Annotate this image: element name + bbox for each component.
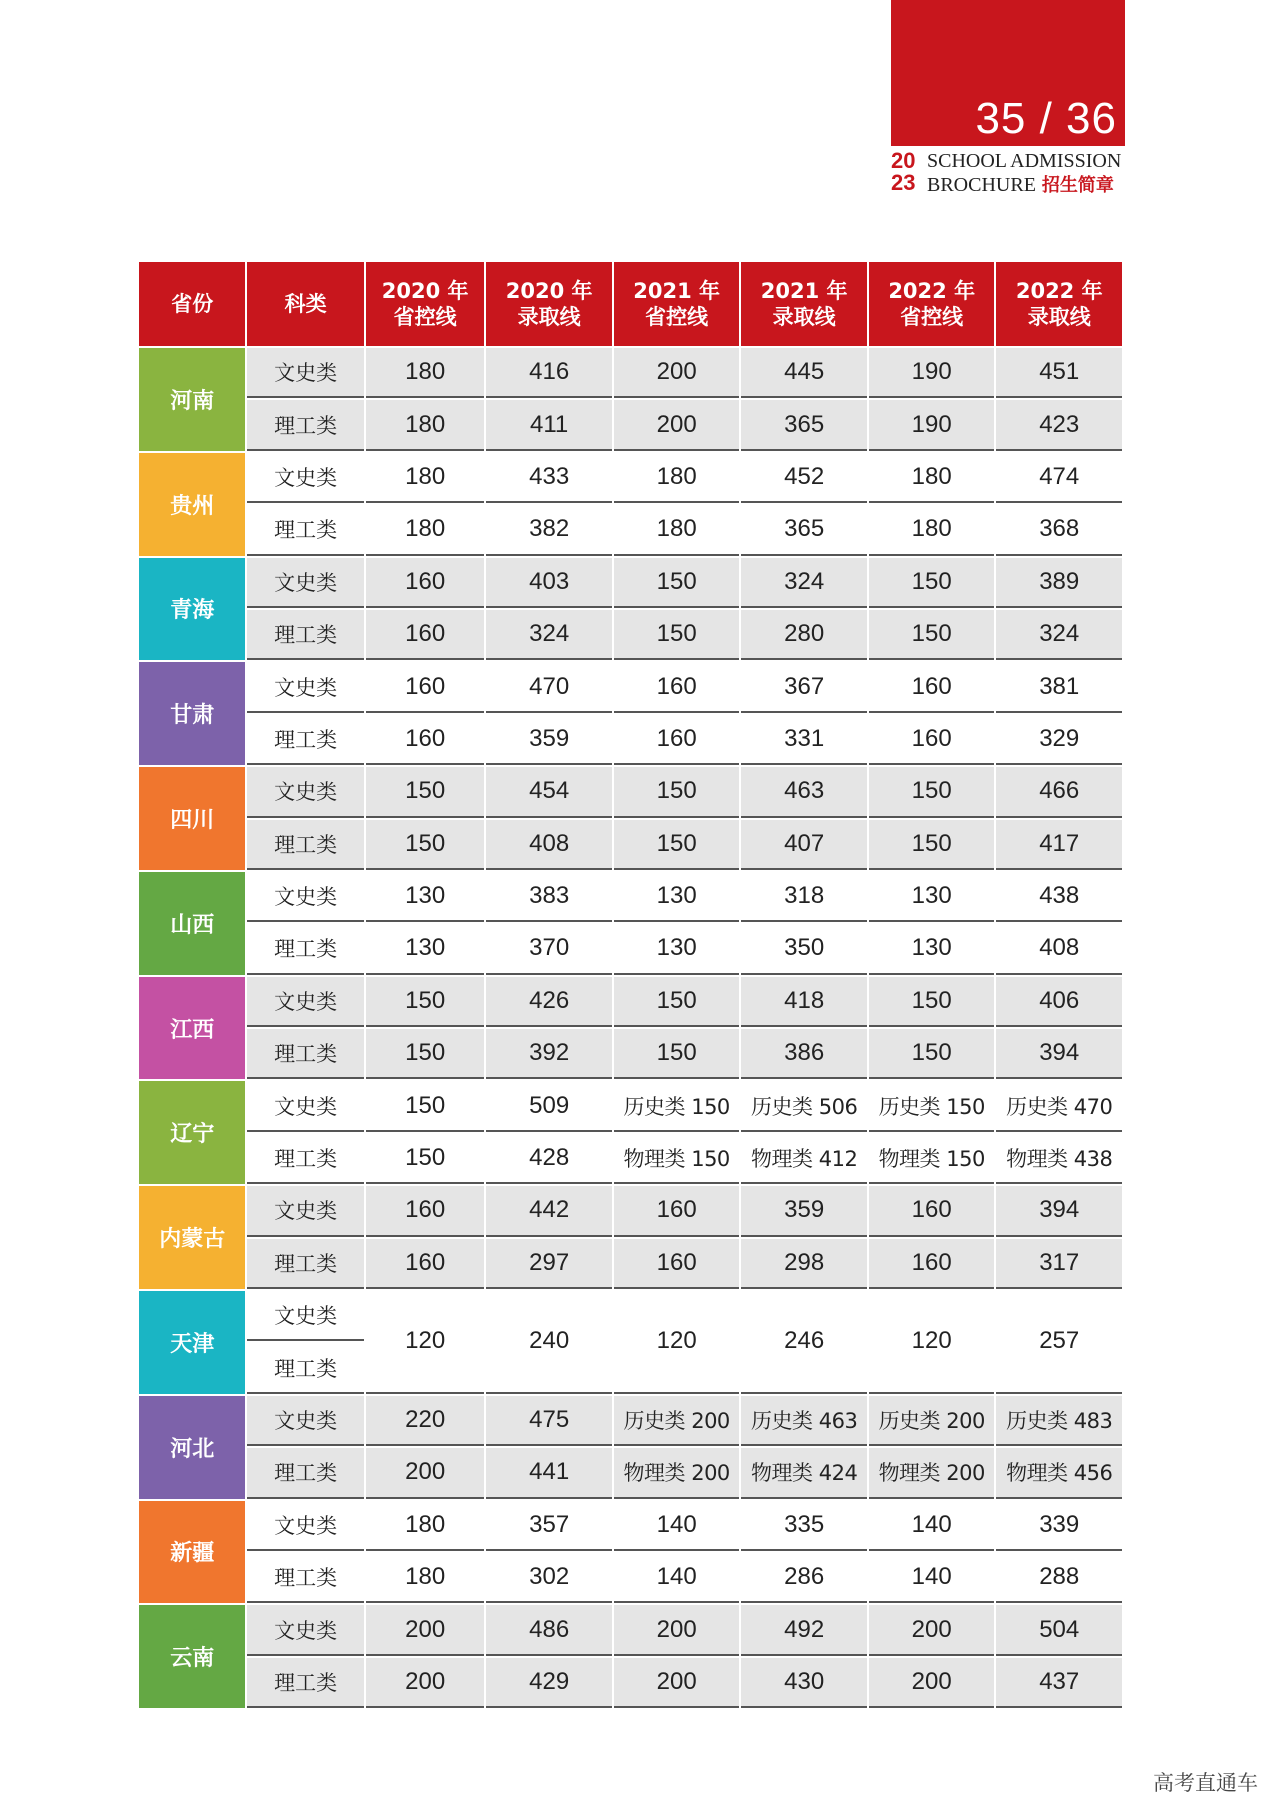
score-cell: 150 — [614, 558, 740, 608]
score-cell: 160 — [869, 662, 995, 712]
score-cell: 441 — [486, 1448, 612, 1498]
score-cell: 426 — [486, 977, 612, 1027]
score-cell: 150 — [366, 1081, 484, 1131]
score-cell: 408 — [996, 924, 1122, 974]
score-cell: 160 — [614, 1186, 740, 1236]
score-cell: 160 — [614, 662, 740, 712]
subject-type-cell: 文史类 — [247, 1186, 363, 1236]
score-cell: 150 — [366, 1029, 484, 1079]
score-cell: 454 — [486, 767, 612, 817]
score-cell: 200 — [366, 1605, 484, 1655]
province-cell: 四川 — [139, 767, 245, 870]
score-cell: 历史类 506 — [741, 1081, 867, 1131]
score-cell: 324 — [996, 610, 1122, 660]
subject-type-cell: 文史类 — [247, 1396, 363, 1446]
score-cell: 298 — [741, 1239, 867, 1289]
score-cell: 130 — [869, 872, 995, 922]
score-cell: 200 — [366, 1658, 484, 1708]
subject-type-cell: 理工类 — [247, 1239, 363, 1289]
subject-type-cell: 理工类 — [247, 924, 363, 974]
score-cell: 160 — [366, 558, 484, 608]
score-cell: 430 — [741, 1658, 867, 1708]
score-cell: 331 — [741, 715, 867, 765]
table-row — [139, 1186, 1122, 1236]
column-header-line: 省控线 — [645, 305, 709, 329]
brochure-year-line2: 23 — [891, 170, 916, 195]
subject-type-cell: 理工类 — [247, 1448, 363, 1498]
score-cell: 329 — [996, 715, 1122, 765]
score-cell: 438 — [996, 872, 1122, 922]
score-cell: 359 — [741, 1186, 867, 1236]
score-cell: 240 — [486, 1291, 612, 1394]
score-cell: 150 — [869, 610, 995, 660]
score-cell: 180 — [366, 400, 484, 450]
subject-type-cell: 理工类 — [247, 1343, 363, 1393]
table-row — [139, 1448, 1122, 1498]
score-cell: 383 — [486, 872, 612, 922]
score-cell: 130 — [614, 924, 740, 974]
table-row — [139, 1501, 1122, 1551]
subject-type-cell: 文史类 — [247, 1291, 363, 1341]
table-body — [139, 348, 1122, 1708]
score-cell: 历史类 483 — [996, 1396, 1122, 1446]
score-cell: 324 — [486, 610, 612, 660]
score-cell: 492 — [741, 1605, 867, 1655]
score-cell: 150 — [869, 767, 995, 817]
table-row — [139, 400, 1122, 450]
province-cell: 河北 — [139, 1396, 245, 1499]
subject-type-cell: 文史类 — [247, 558, 363, 608]
table-row — [139, 1239, 1122, 1289]
score-cell: 160 — [366, 715, 484, 765]
column-header-line: 2022 年 — [888, 279, 976, 303]
score-cell: 150 — [869, 820, 995, 870]
score-cell: 历史类 200 — [614, 1396, 740, 1446]
score-cell: 200 — [614, 348, 740, 398]
score-cell: 403 — [486, 558, 612, 608]
table-row — [139, 924, 1122, 974]
brochure-title-line2 — [927, 174, 1114, 197]
table-row — [139, 348, 1122, 398]
score-cell: 357 — [486, 1501, 612, 1551]
table-row — [139, 505, 1122, 555]
score-cell: 190 — [869, 348, 995, 398]
subject-type-cell: 文史类 — [247, 1605, 363, 1655]
table-row — [139, 1134, 1122, 1184]
score-cell: 297 — [486, 1239, 612, 1289]
subject-type-cell: 文史类 — [247, 348, 363, 398]
column-header — [741, 262, 867, 346]
province-cell: 内蒙古 — [139, 1186, 245, 1289]
column-header — [366, 262, 484, 346]
subject-type-cell: 文史类 — [247, 767, 363, 817]
score-cell: 160 — [366, 662, 484, 712]
score-cell: 180 — [614, 505, 740, 555]
score-cell: 418 — [741, 977, 867, 1027]
score-cell: 392 — [486, 1029, 612, 1079]
score-cell: 452 — [741, 453, 867, 503]
column-header-line: 2021 年 — [760, 279, 848, 303]
score-cell: 451 — [996, 348, 1122, 398]
score-cell: 367 — [741, 662, 867, 712]
score-cell: 130 — [366, 924, 484, 974]
score-cell: 394 — [996, 1186, 1122, 1236]
score-cell: 180 — [869, 505, 995, 555]
column-header-line: 2020 年 — [505, 279, 593, 303]
column-header — [869, 262, 995, 346]
column-header-line: 录取线 — [517, 305, 581, 329]
score-cell: 物理类 438 — [996, 1134, 1122, 1184]
column-header-line: 2022 年 — [1015, 279, 1103, 303]
subject-type-cell: 理工类 — [247, 400, 363, 450]
score-cell: 339 — [996, 1501, 1122, 1551]
score-cell: 466 — [996, 767, 1122, 817]
score-cell: 历史类 150 — [614, 1081, 740, 1131]
column-header — [486, 262, 612, 346]
score-cell: 200 — [869, 1658, 995, 1708]
score-cell: 160 — [869, 1239, 995, 1289]
score-cell: 220 — [366, 1396, 484, 1446]
score-cell: 470 — [486, 662, 612, 712]
score-cell: 180 — [366, 1501, 484, 1551]
score-cell: 物理类 200 — [869, 1448, 995, 1498]
score-cell: 416 — [486, 348, 612, 398]
score-cell: 物理类 200 — [614, 1448, 740, 1498]
subject-type-cell: 理工类 — [247, 1658, 363, 1708]
score-cell: 130 — [366, 872, 484, 922]
score-cell: 200 — [366, 1448, 484, 1498]
score-cell: 437 — [996, 1658, 1122, 1708]
score-cell: 160 — [869, 715, 995, 765]
score-cell: 150 — [366, 977, 484, 1027]
score-cell: 180 — [366, 453, 484, 503]
table-header-row — [139, 262, 1122, 346]
score-cell: 130 — [614, 872, 740, 922]
score-cell: 150 — [366, 767, 484, 817]
column-header — [996, 262, 1122, 346]
brochure-title-en-line1: SCHOOL ADMISSION — [927, 150, 1122, 172]
table-row — [139, 1605, 1122, 1655]
brochure-year — [891, 150, 921, 194]
score-cell: 286 — [741, 1553, 867, 1603]
score-cell: 408 — [486, 820, 612, 870]
score-cell: 445 — [741, 348, 867, 398]
score-cell: 120 — [614, 1291, 740, 1394]
table-row — [139, 610, 1122, 660]
score-cell: 359 — [486, 715, 612, 765]
column-header-line: 录取线 — [772, 305, 836, 329]
province-cell: 江西 — [139, 977, 245, 1080]
score-cell: 160 — [366, 1239, 484, 1289]
score-cell: 历史类 200 — [869, 1396, 995, 1446]
score-cell: 406 — [996, 977, 1122, 1027]
score-cell: 历史类 150 — [869, 1081, 995, 1131]
province-cell: 河南 — [139, 348, 245, 451]
score-cell: 200 — [614, 400, 740, 450]
score-cell: 317 — [996, 1239, 1122, 1289]
table-row — [139, 1658, 1122, 1708]
score-cell: 物理类 412 — [741, 1134, 867, 1184]
score-cell: 504 — [996, 1605, 1122, 1655]
subject-type-cell: 理工类 — [247, 1553, 363, 1603]
score-cell: 200 — [869, 1605, 995, 1655]
score-cell: 246 — [741, 1291, 867, 1394]
province-cell: 青海 — [139, 558, 245, 661]
score-cell: 150 — [869, 977, 995, 1027]
score-cell: 140 — [614, 1553, 740, 1603]
brochure-title-en-line2: BROCHURE — [927, 174, 1036, 196]
subject-type-cell: 文史类 — [247, 662, 363, 712]
score-cell: 381 — [996, 662, 1122, 712]
table-row — [139, 1081, 1122, 1131]
score-cell: 物理类 150 — [614, 1134, 740, 1184]
table-row — [139, 662, 1122, 712]
brochure-year-line1: 20 — [891, 148, 916, 173]
score-cell: 474 — [996, 453, 1122, 503]
table-row — [139, 1396, 1122, 1446]
score-cell: 200 — [614, 1658, 740, 1708]
province-cell: 贵州 — [139, 453, 245, 556]
score-cell: 历史类 470 — [996, 1081, 1122, 1131]
score-cell: 150 — [614, 820, 740, 870]
column-header-line: 科类 — [284, 292, 327, 316]
score-cell: 475 — [486, 1396, 612, 1446]
column-header-line: 省控线 — [900, 305, 964, 329]
province-cell: 山西 — [139, 872, 245, 975]
score-cell: 160 — [614, 715, 740, 765]
table-row — [139, 872, 1122, 922]
column-header-line: 省控线 — [393, 305, 457, 329]
table-row — [139, 558, 1122, 608]
score-cell: 394 — [996, 1029, 1122, 1079]
subject-type-cell: 文史类 — [247, 453, 363, 503]
score-cell: 150 — [869, 1029, 995, 1079]
province-cell: 天津 — [139, 1291, 245, 1394]
score-cell: 130 — [869, 924, 995, 974]
score-cell: 150 — [614, 767, 740, 817]
score-cell: 417 — [996, 820, 1122, 870]
score-cell: 318 — [741, 872, 867, 922]
score-cell: 335 — [741, 1501, 867, 1551]
table-row — [139, 977, 1122, 1027]
score-cell: 350 — [741, 924, 867, 974]
table-row — [139, 1029, 1122, 1079]
subject-type-cell: 文史类 — [247, 1501, 363, 1551]
score-cell: 509 — [486, 1081, 612, 1131]
score-cell: 180 — [366, 1553, 484, 1603]
score-cell: 150 — [614, 610, 740, 660]
score-cell: 150 — [366, 820, 484, 870]
province-cell: 辽宁 — [139, 1081, 245, 1184]
score-cell: 257 — [996, 1291, 1122, 1394]
score-cell: 442 — [486, 1186, 612, 1236]
score-cell: 365 — [741, 505, 867, 555]
subject-type-cell: 理工类 — [247, 1134, 363, 1184]
column-header-line: 2020 年 — [381, 279, 469, 303]
province-cell: 新疆 — [139, 1501, 245, 1604]
score-cell: 429 — [486, 1658, 612, 1708]
column-header — [614, 262, 740, 346]
score-cell: 370 — [486, 924, 612, 974]
table-row — [139, 820, 1122, 870]
page-number-badge — [891, 0, 1125, 146]
subject-type-cell: 理工类 — [247, 505, 363, 555]
score-cell: 302 — [486, 1553, 612, 1603]
score-cell: 历史类 463 — [741, 1396, 867, 1446]
page-number: 35 / 36 — [975, 94, 1117, 143]
watermark: 高考直通车 — [1153, 1771, 1258, 1795]
score-cell: 120 — [366, 1291, 484, 1394]
score-cell: 150 — [614, 1029, 740, 1079]
brochure-title-cn: 招生简章 — [1041, 175, 1114, 196]
brochure-title — [891, 150, 1125, 198]
score-cell: 物理类 456 — [996, 1448, 1122, 1498]
score-cell: 180 — [869, 453, 995, 503]
column-header-line: 2021 年 — [633, 279, 721, 303]
column-header — [139, 262, 245, 346]
table-row — [139, 715, 1122, 765]
score-cell: 486 — [486, 1605, 612, 1655]
score-cell: 365 — [741, 400, 867, 450]
score-cell: 180 — [366, 348, 484, 398]
score-cell: 180 — [614, 453, 740, 503]
score-cell: 140 — [869, 1553, 995, 1603]
score-cell: 433 — [486, 453, 612, 503]
subject-type-cell: 文史类 — [247, 1081, 363, 1131]
column-header — [247, 262, 363, 346]
subject-type-cell: 理工类 — [247, 715, 363, 765]
table-row — [139, 1553, 1122, 1603]
subject-type-cell: 理工类 — [247, 610, 363, 660]
table-row — [139, 1291, 1122, 1341]
score-cell: 160 — [366, 610, 484, 660]
score-cell: 160 — [869, 1186, 995, 1236]
subject-type-cell: 理工类 — [247, 820, 363, 870]
admission-scores-table — [137, 260, 1124, 1710]
score-cell: 120 — [869, 1291, 995, 1394]
score-cell: 386 — [741, 1029, 867, 1079]
score-cell: 382 — [486, 505, 612, 555]
score-cell: 物理类 150 — [869, 1134, 995, 1184]
table-row — [139, 453, 1122, 503]
score-cell: 428 — [486, 1134, 612, 1184]
score-cell: 140 — [869, 1501, 995, 1551]
score-cell: 150 — [614, 977, 740, 1027]
column-header-line: 省份 — [171, 292, 214, 316]
province-cell: 云南 — [139, 1605, 245, 1708]
score-cell: 407 — [741, 820, 867, 870]
score-cell: 324 — [741, 558, 867, 608]
score-cell: 288 — [996, 1553, 1122, 1603]
province-cell: 甘肃 — [139, 662, 245, 765]
score-cell: 411 — [486, 400, 612, 450]
score-cell: 140 — [614, 1501, 740, 1551]
score-cell: 423 — [996, 400, 1122, 450]
score-cell: 150 — [366, 1134, 484, 1184]
column-header-line: 录取线 — [1027, 305, 1091, 329]
score-cell: 160 — [614, 1239, 740, 1289]
score-cell: 150 — [869, 558, 995, 608]
score-cell: 180 — [366, 505, 484, 555]
score-cell: 物理类 424 — [741, 1448, 867, 1498]
score-cell: 190 — [869, 400, 995, 450]
score-cell: 368 — [996, 505, 1122, 555]
score-cell: 200 — [614, 1605, 740, 1655]
subject-type-cell: 文史类 — [247, 977, 363, 1027]
score-cell: 280 — [741, 610, 867, 660]
score-cell: 160 — [366, 1186, 484, 1236]
subject-type-cell: 理工类 — [247, 1029, 363, 1079]
score-cell: 389 — [996, 558, 1122, 608]
subject-type-cell: 文史类 — [247, 872, 363, 922]
table-row — [139, 767, 1122, 817]
score-cell: 463 — [741, 767, 867, 817]
